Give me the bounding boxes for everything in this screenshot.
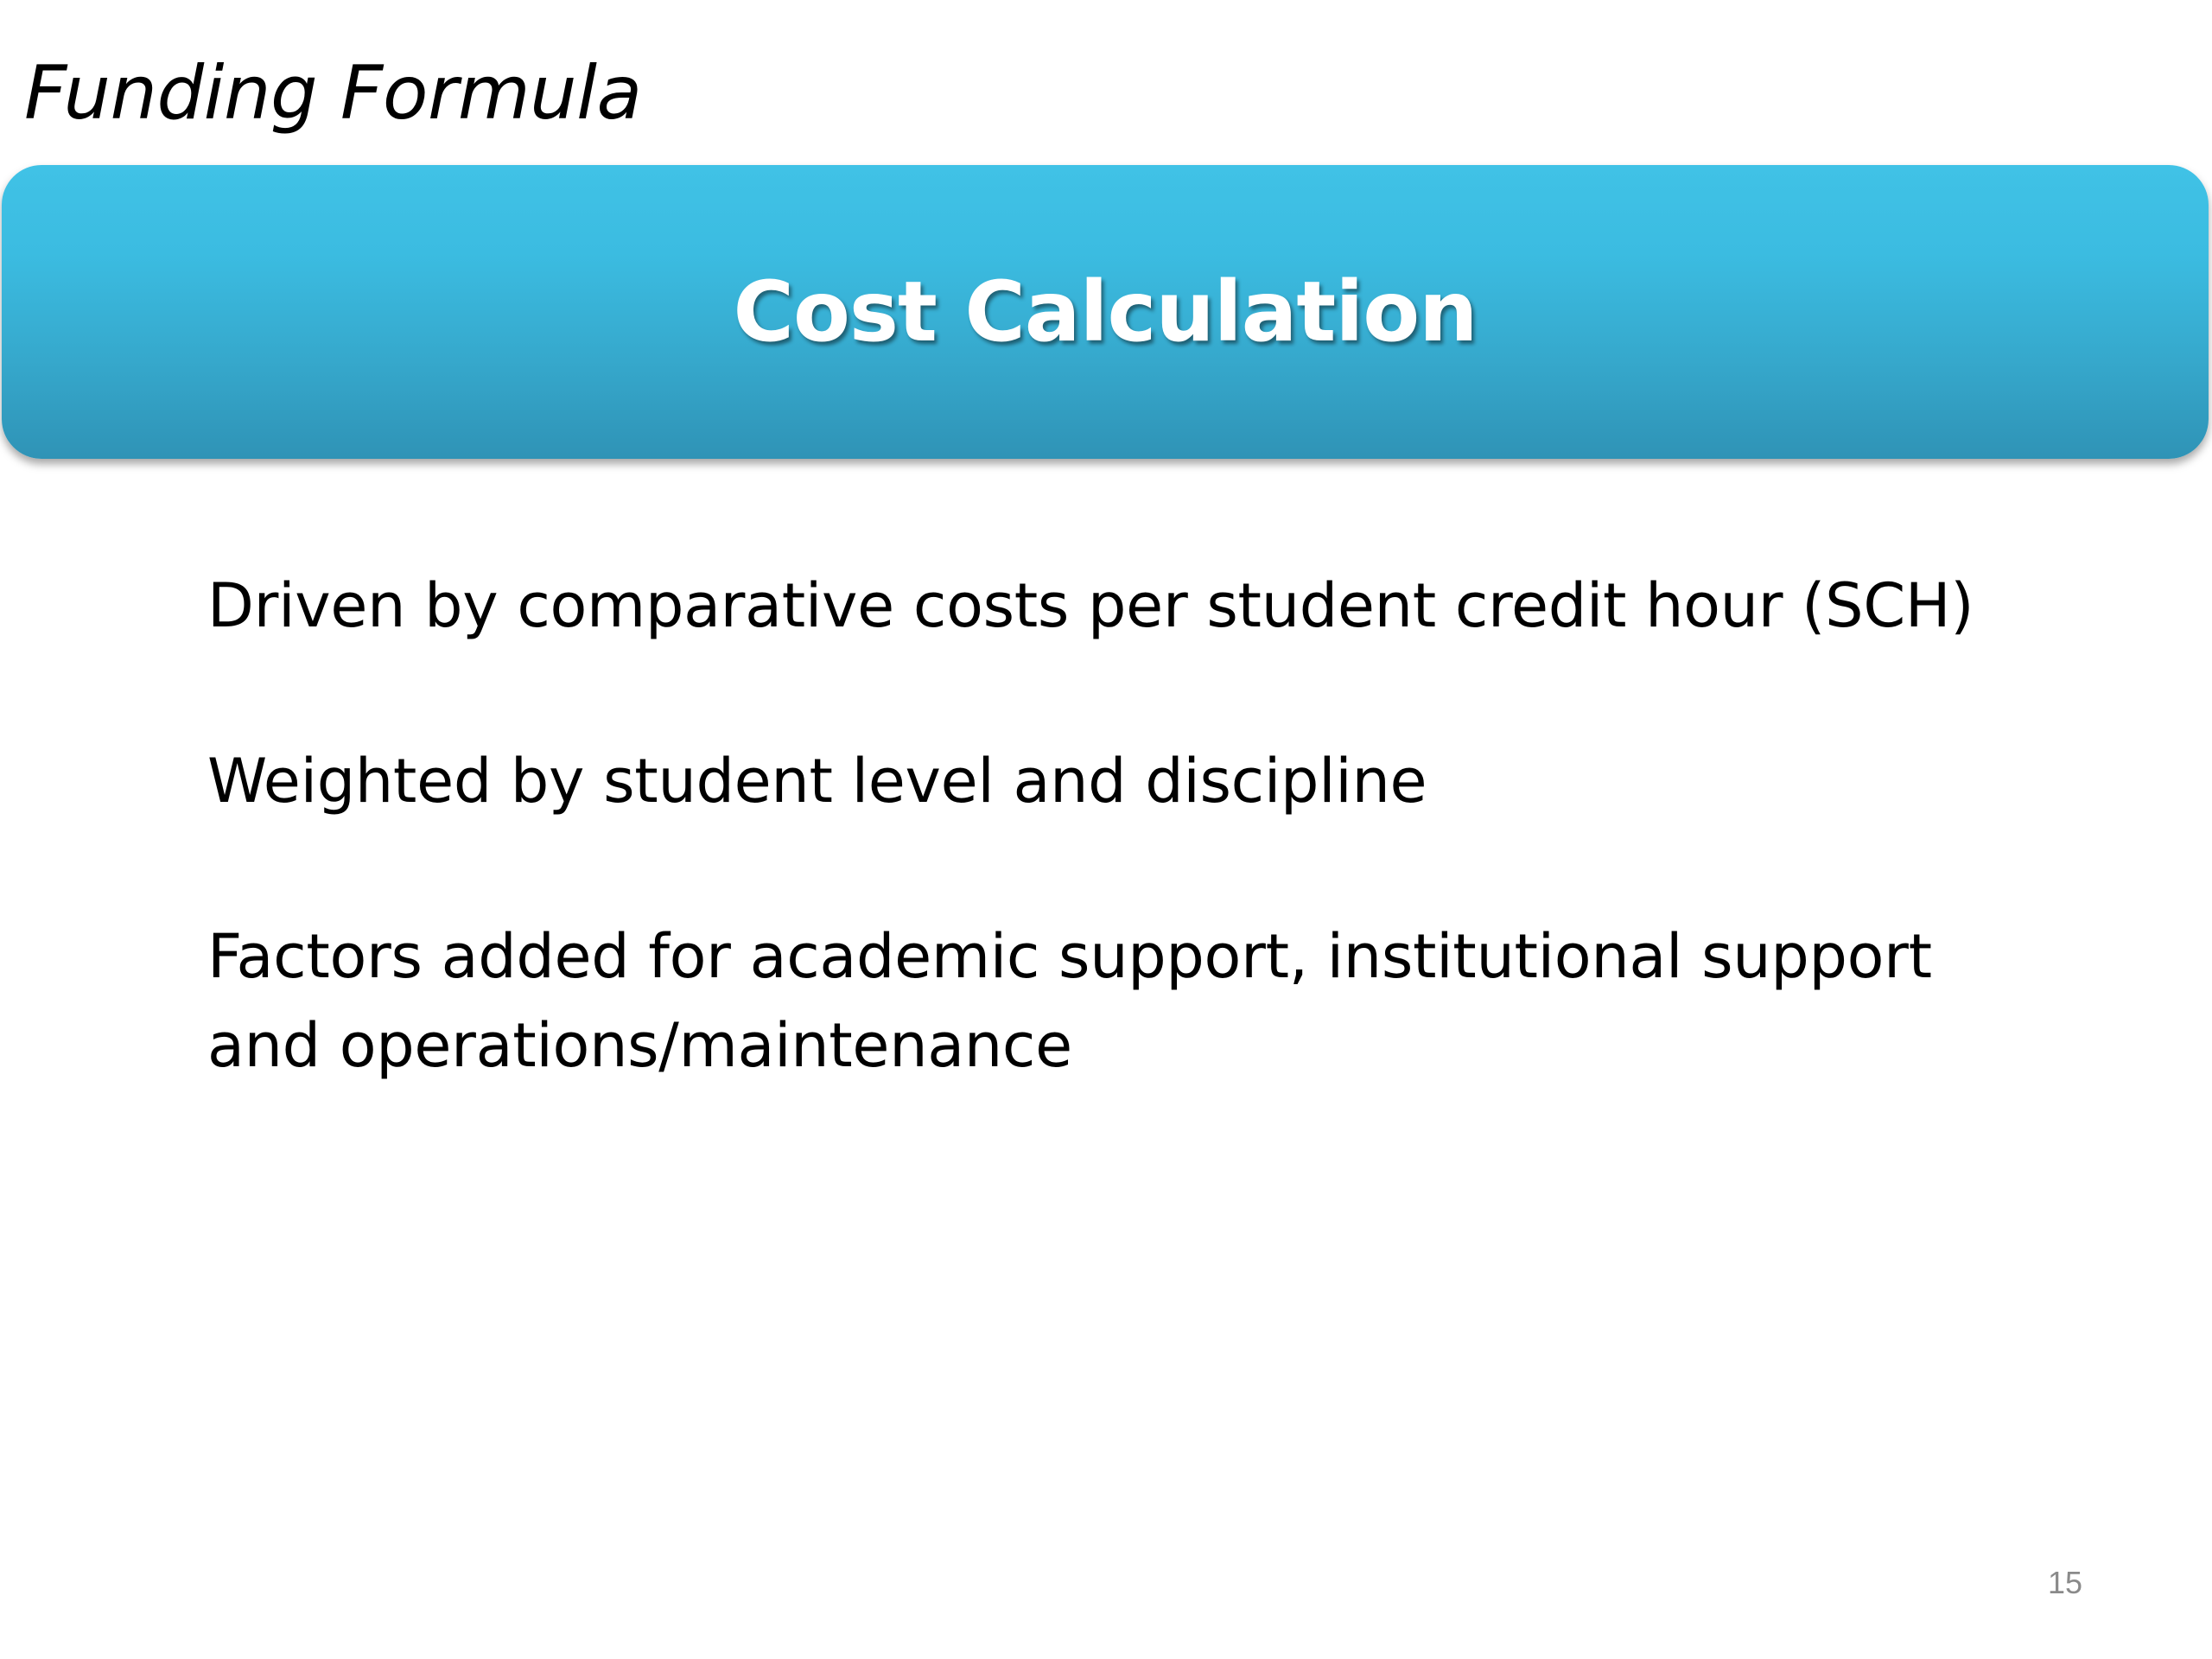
banner-title: Cost Calculation bbox=[733, 264, 1478, 360]
bullet-list bbox=[207, 562, 2022, 1177]
page-number: 15 bbox=[2047, 1565, 2083, 1600]
section-banner bbox=[2, 165, 2209, 459]
bullet-item: Driven by comparative costs per student credit hour (SCH) bbox=[207, 570, 1974, 641]
bullet-item: Weighted by student level and discipline bbox=[207, 746, 1427, 817]
slide-title: Funding Formula bbox=[24, 50, 642, 137]
bullet-item: Factors added for academic support, institutional support and operations/maintenance bbox=[207, 921, 1932, 1081]
